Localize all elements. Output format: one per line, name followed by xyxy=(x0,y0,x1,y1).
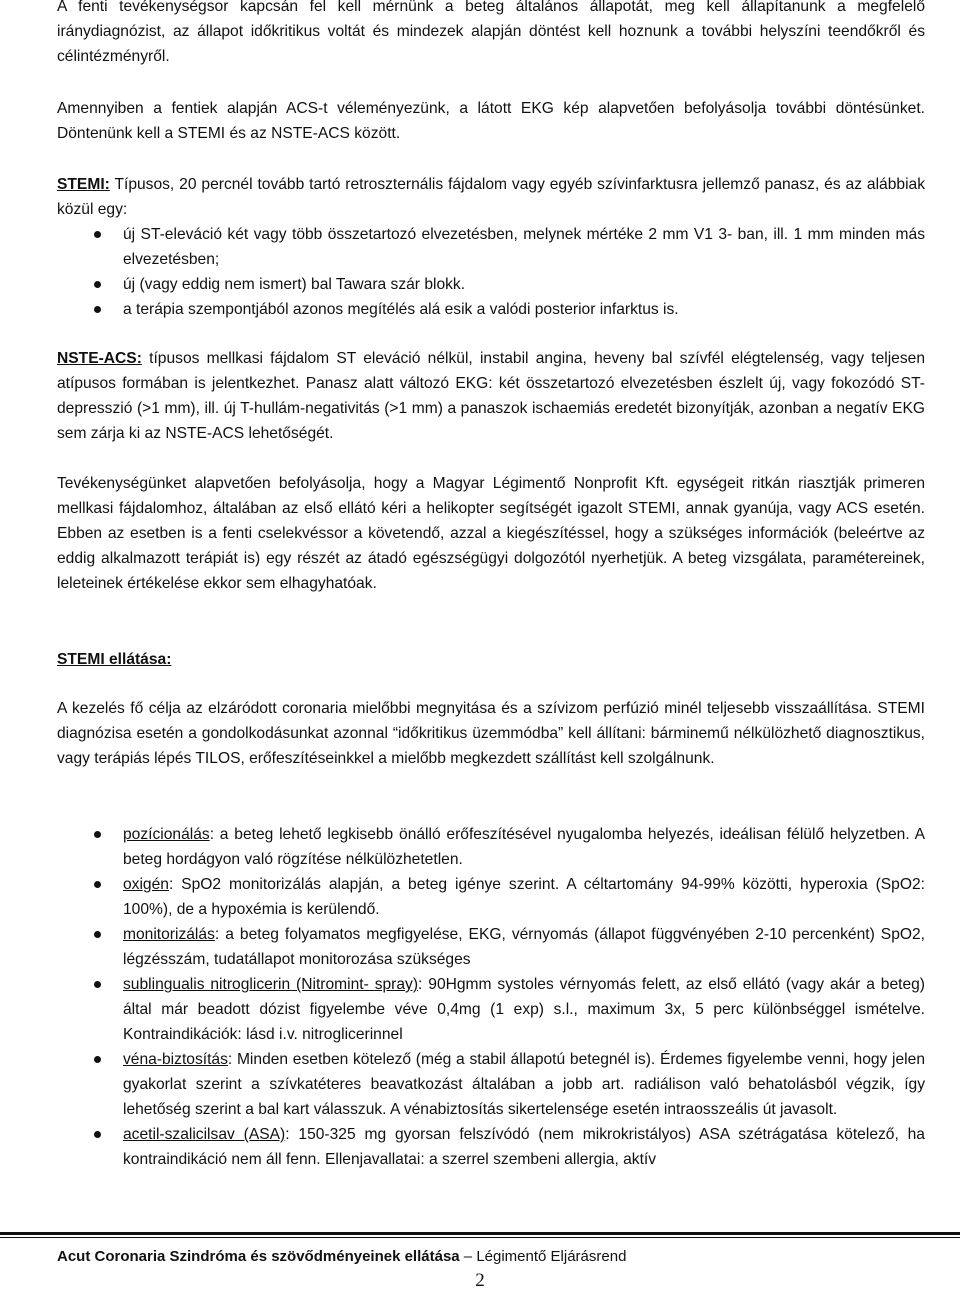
bullet-icon xyxy=(94,281,101,288)
treatment-list xyxy=(57,822,925,1172)
bullet-icon xyxy=(94,881,101,888)
list-item: sublingualis nitroglicerin (Nitromint- spray): 90Hgmm systoles vérnyomás felett, az első ellátó (vagy akár a beteg) által már beadott dózist figyelembe véve 0,4mg (1 exp) s.l., maximum 3x, 5 perc különbséggel ismételve. Kontraindikációk: lásd i.v. nitroglicerinnel xyxy=(57,972,925,1047)
footer-title: Acut Coronaria Szindróma és szövődményeinek ellátása – Légimentő Eljárásrend xyxy=(57,1248,627,1265)
stemi-definition xyxy=(57,172,925,222)
list-item: új (vagy eddig nem ismert) bal Tawara szár blokk. xyxy=(57,272,925,297)
nste-acs-definition xyxy=(57,346,925,446)
list-item: véna-biztosítás: Minden esetben kötelező (még a stabil állapotú betegnél is). Érdemes figyelembe venni, hogy jelen gyakorlat szerint a szívkatéteres beavatkozást általában a jobb art. radiálison való behatolásból végzik, így lehetőség szerint a bal kart válasszuk. A vénabiztosítás sikertelensége esetén intraosszeális út javasolt. xyxy=(57,1047,925,1122)
bullet-icon xyxy=(94,831,101,838)
intro-paragraph: A fenti tevékenységsor kapcsán fel kell mérnünk a beteg általános állapotát, meg kell állapítanunk a megfelelő iránydiagnózist, az állapot időkritikus voltát és mindezek alapján döntést kell hoznunk a további helyszíni teendőkről és célintézményről. xyxy=(57,0,925,65)
bullet-icon xyxy=(94,981,101,988)
acs-paragraph: Amennyiben a fentiek alapján ACS-t véleményezünk, a látott EKG kép alapvetően befolyásolja további döntésünket. Döntenünk kell a STEMI és az NSTE-ACS között. xyxy=(57,100,925,142)
list-item: pozícionálás: a beteg lehető legkisebb önálló erőfeszítésével nyugalomba helyezés, ideálisan félülő helyzetben. A beteg hordágyon való rögzítése nélkülözhetetlen. xyxy=(57,822,925,872)
treatment-goal-paragraph: A kezelés fő célja az elzáródott coronaria mielőbbi megnyitása és a szívizom perfúzió minél teljesebb visszaállítása. STEMI diagnózisa esetén a gondolkodásunkat azonnal “időkritikus üzemmódba” kell állítani: bárminemű nélkülözhető diagnosztikus, vagy terápiás lépés TILOS, erőfeszítéseinkkel a mielőbb megkezdett szállítást kell szolgálnunk. xyxy=(57,700,925,767)
stemi-definition-text: Típusos, 20 percnél tovább tartó retroszternális fájdalom vagy egyéb szívinfarktusra jellemző panasz, és az alábbiak közül egy: xyxy=(57,176,925,218)
stemi-criteria-list xyxy=(57,222,925,322)
nste-acs-definition-text: típusos mellkasi fájdalom ST eleváció nélkül, instabil angina, heveny bal szívfél elégtelenség, vagy teljesen atípusos formában is jelentkezhet. Panasz alatt változó EKG: két összetartozó elvezetésben észlelt új, vagy fokozódó ST-depresszió (>1 mm), ill. új T-hullám-negativitás (>1 mm) a panaszok ischaemiás eredetét bizonyítják, azonban a negatív EKG sem zárja ki az NSTE-ACS lehetőségét. xyxy=(57,350,925,442)
stemi-treatment-heading: STEMI ellátása: xyxy=(57,651,172,668)
bullet-icon xyxy=(94,1056,101,1063)
page-number: 2 xyxy=(475,1270,485,1291)
bullet-icon xyxy=(94,231,101,238)
list-item: monitorizálás: a beteg folyamatos megfigyelése, EKG, vérnyomás (állapot függvényében 2-10 percenként) SpO2, légzésszám, tudatállapot monitorozása szükséges xyxy=(57,922,925,972)
bullet-icon xyxy=(94,931,101,938)
list-item: oxigén: SpO2 monitorizálás alapján, a beteg igénye szerint. A céltartomány 94-99% közötti, hyperoxia (SpO2: 100%), de a hypoxémia is kerülendő. xyxy=(57,872,925,922)
footer-divider-thin xyxy=(0,1237,960,1238)
nste-acs-label: NSTE-ACS: xyxy=(57,350,142,367)
footer-divider xyxy=(0,1232,960,1235)
list-item: új ST-eleváció két vagy több összetartozó elvezetésben, melynek mértéke 2 mm V1 3- ban, ill. 1 mm minden más elvezetésben; xyxy=(57,222,925,272)
activity-paragraph: Tevékenységünket alapvetően befolyásolja, hogy a Magyar Légimentő Nonprofit Kft. egységeit ritkán riasztják primeren mellkasi fájdalomhoz, általában az első ellátó kéri a helikopter segítségét igazolt STEMI, annak gyanúja, vagy ACS esetén. Ebben az esetben is a fenti cselekvéssor a követendő, azzal a kiegészítéssel, hogy a szükséges információk (beleértve az eddig alkalmazott terápiát is) egy részét az átadó egészségügyi dolgozótól nyerhetjük. A beteg vizsgálata, paramétereinek, leleteinek értékelése ekkor sem elhagyhatóak. xyxy=(57,475,925,592)
list-item: acetil-szalicilsav (ASA): 150-325 mg gyorsan felszívódó (nem mikrokristályos) ASA szétrágatása kötelező, ha kontraindikáció nem áll fenn. Ellenjavallatai: a szerrel szembeni allergia, aktív xyxy=(57,1122,925,1172)
list-item: a terápia szempontjából azonos megítélés alá esik a valódi posterior infarktus is. xyxy=(57,297,925,322)
bullet-icon xyxy=(94,306,101,313)
bullet-icon xyxy=(94,1131,101,1138)
stemi-label: STEMI: xyxy=(57,176,110,193)
